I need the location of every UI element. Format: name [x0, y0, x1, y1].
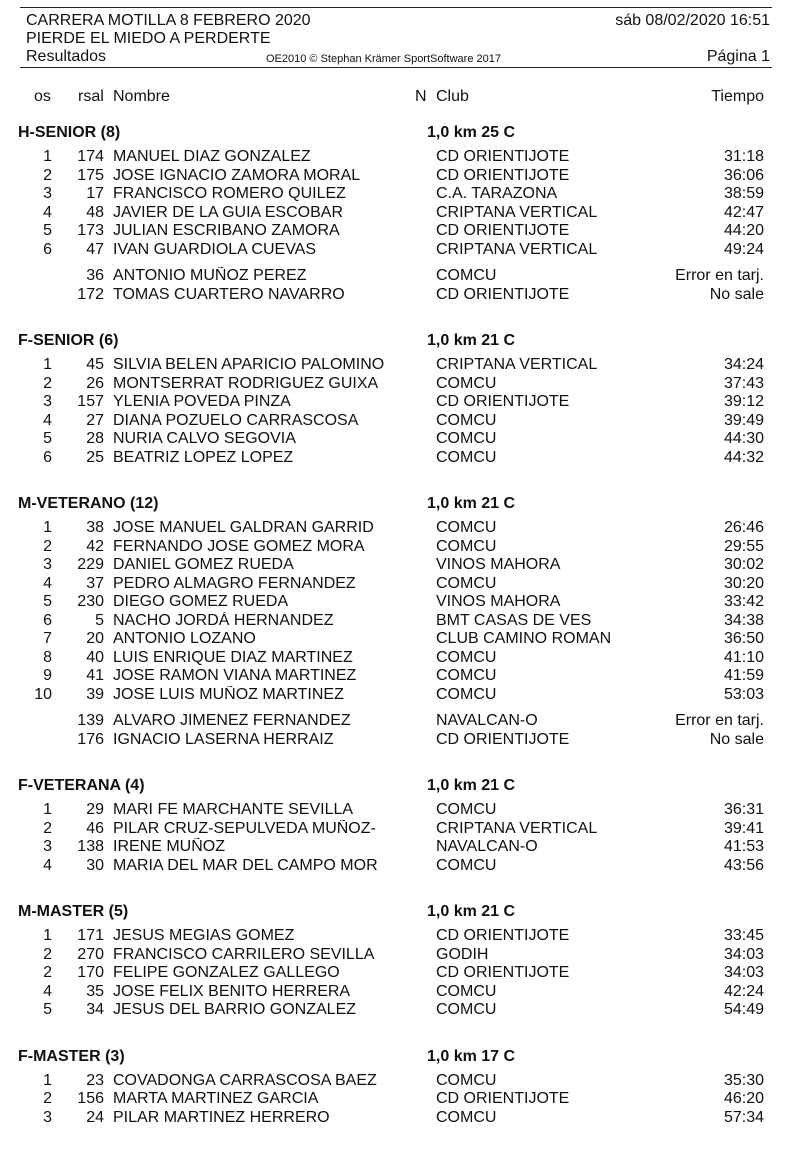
result-bib: 29 [86, 801, 104, 818]
result-time: 44:20 [723, 222, 764, 239]
result-position: 2 [43, 374, 52, 392]
result-name: JESUS MEGIAS GOMEZ [113, 927, 295, 944]
result-position: 5 [43, 430, 52, 447]
result-row [0, 1001, 800, 1020]
result-name: JESUS DEL BARRIO GONZALEZ [113, 1001, 357, 1018]
category-gap [0, 304, 800, 328]
result-time: 42:47 [723, 203, 764, 221]
result-time: 33:42 [723, 593, 764, 610]
result-position: 3 [43, 1108, 52, 1126]
category-name: F-MASTER (3) [18, 1047, 125, 1065]
result-club: COMCU [436, 1108, 497, 1126]
result-row [0, 148, 800, 167]
result-club: COMCU [436, 685, 497, 703]
result-name: DIANA POZUELO CARRASCOSA [113, 411, 359, 429]
result-club: COMCU [436, 374, 497, 392]
result-bib: 5 [95, 611, 104, 629]
result-time: Error en tarj. [675, 712, 764, 729]
result-time: 42:24 [723, 982, 764, 1000]
result-position: 1 [43, 148, 52, 165]
result-bib: 23 [86, 1071, 104, 1089]
print-datetime: sáb 08/02/2020 16:51 [615, 12, 770, 29]
result-club: CRIPTANA VERTICAL [436, 819, 598, 837]
category-name: H-SENIOR (8) [18, 124, 121, 141]
result-position: 1 [43, 519, 52, 536]
result-club: CD ORIENTIJOTE [436, 393, 570, 410]
result-position: 2 [43, 819, 52, 837]
result-club: CD ORIENTIJOTE [436, 730, 570, 748]
result-time: 36:31 [723, 801, 764, 818]
category-gap [0, 1020, 800, 1044]
result-row [0, 667, 800, 686]
result-club: COMCU [436, 667, 497, 684]
result-row [0, 286, 800, 305]
result-bib: 28 [86, 430, 104, 447]
result-bib: 25 [86, 448, 104, 466]
category-header [0, 773, 800, 801]
result-time: 35:30 [723, 1071, 764, 1089]
result-bib: 175 [77, 166, 104, 184]
col-time-header: Tiempo [711, 88, 764, 105]
category-header [0, 899, 800, 927]
result-time: 44:30 [723, 430, 764, 447]
result-row [0, 538, 800, 557]
result-time: 37:43 [723, 374, 764, 392]
result-bib: 34 [86, 1001, 104, 1018]
result-position: 3 [43, 556, 52, 573]
result-row [0, 167, 800, 186]
category-course: 1,0 km 21 C [427, 332, 516, 349]
result-name: PILAR MARTINEZ HERRERO [113, 1108, 330, 1126]
result-row [0, 649, 800, 668]
result-row [0, 412, 800, 431]
category-gap [0, 875, 800, 899]
result-name: COVADONGA CARRASCOSA BAEZ [113, 1071, 377, 1089]
result-bib: 176 [77, 730, 104, 748]
result-row [0, 222, 800, 241]
result-bib: 48 [86, 203, 104, 221]
result-time: 26:46 [723, 519, 764, 536]
result-position: 8 [43, 648, 52, 666]
result-name: JOSE MANUEL GALDRAN GARRID [113, 519, 374, 536]
result-club: COMCU [436, 430, 497, 447]
result-name: NACHO JORDÁ HERNANDEZ [113, 611, 334, 629]
result-row [0, 731, 800, 750]
result-row [0, 449, 800, 468]
row-gap [0, 259, 800, 267]
result-position: 10 [34, 685, 52, 703]
category-name: F-SENIOR (6) [18, 332, 119, 349]
result-row [0, 857, 800, 876]
result-club: COMCU [436, 1001, 497, 1018]
result-club: CD ORIENTIJOTE [436, 927, 570, 944]
result-bib: 35 [86, 982, 104, 1000]
col-pos-header: os [34, 88, 51, 105]
category-course: 1,0 km 17 C [427, 1047, 516, 1065]
result-club: CD ORIENTIJOTE [436, 964, 570, 981]
result-position: 3 [43, 393, 52, 410]
result-time: 30:20 [723, 574, 764, 592]
result-club: CRIPTANA VERTICAL [436, 203, 598, 221]
result-club: COMCU [436, 982, 497, 1000]
result-time: 43:56 [723, 856, 764, 874]
result-club: GODIH [436, 945, 489, 963]
result-row [0, 964, 800, 983]
result-row [0, 801, 800, 820]
result-time: 36:06 [723, 166, 764, 184]
result-position: 2 [43, 166, 52, 184]
result-position: 4 [43, 203, 52, 221]
result-bib: 172 [77, 285, 104, 303]
result-row [0, 838, 800, 857]
category-course: 1,0 km 21 C [427, 903, 516, 920]
result-name: ALVARO JIMENEZ FERNANDEZ [113, 712, 351, 729]
result-position: 9 [43, 667, 52, 684]
result-club: NAVALCAN-O [436, 838, 538, 855]
result-name: FRANCISCO ROMERO QUILEZ [113, 185, 346, 202]
result-bib: 46 [86, 819, 104, 837]
section-title: Resultados [26, 48, 107, 65]
result-name: JOSE RAMON VIANA MARTINEZ [113, 667, 357, 684]
result-time: 34:03 [723, 964, 764, 981]
result-name: TOMAS CUARTERO NAVARRO [113, 285, 345, 303]
result-row [0, 519, 800, 538]
result-name: LUIS ENRIQUE DIAZ MARTINEZ [113, 648, 353, 666]
result-club: CLUB CAMINO ROMAN [436, 630, 612, 647]
result-name: MARTA MARTINEZ GARCIA [113, 1090, 319, 1107]
result-row [0, 204, 800, 223]
result-bib: 36 [86, 267, 104, 284]
result-bib: 17 [86, 185, 104, 202]
category-header [0, 491, 800, 519]
category-header [0, 120, 800, 148]
result-club: CD ORIENTIJOTE [436, 1090, 570, 1107]
row-gap [0, 704, 800, 712]
col-n-header: N [415, 88, 427, 105]
result-time: 39:41 [723, 819, 764, 837]
result-club: NAVALCAN-O [436, 712, 538, 729]
result-time: 31:18 [723, 148, 764, 165]
result-bib: 38 [86, 519, 104, 536]
result-row [0, 593, 800, 612]
result-bib: 42 [86, 537, 104, 555]
result-time: 34:38 [723, 611, 764, 629]
result-name: ANTONIO MUÑOZ PEREZ [113, 267, 307, 284]
result-name: ANTONIO LOZANO [113, 630, 256, 647]
result-name: FELIPE GONZALEZ GALLEGO [113, 964, 340, 981]
result-bib: 174 [77, 148, 104, 165]
result-bib: 171 [77, 927, 104, 944]
result-row [0, 686, 800, 705]
result-name: FRANCISCO CARRILERO SEVILLA [113, 945, 375, 963]
result-position: 4 [43, 574, 52, 592]
result-time: 34:24 [723, 356, 764, 373]
result-name: JOSE FELIX BENITO HERRERA [113, 982, 351, 1000]
result-club: VINOS MAHORA [436, 556, 561, 573]
result-club: COMCU [436, 448, 497, 466]
result-bib: 39 [86, 685, 104, 703]
result-row [0, 630, 800, 649]
result-club: C.A. TARAZONA [436, 185, 558, 202]
result-club: CRIPTANA VERTICAL [436, 240, 598, 258]
result-club: COMCU [436, 574, 497, 592]
result-name: MARIA DEL MAR DEL CAMPO MOR [113, 856, 378, 874]
category-name: M-MASTER (5) [18, 903, 129, 920]
category-header [0, 328, 800, 356]
col-name-header: Nombre [113, 88, 170, 105]
category-course: 1,0 km 21 C [427, 777, 516, 794]
result-club: BMT CASAS DE VES [436, 611, 592, 629]
category-gap [0, 1127, 800, 1151]
result-club: COMCU [436, 267, 497, 284]
result-name: JULIAN ESCRIBANO ZAMORA [113, 222, 340, 239]
result-row [0, 983, 800, 1002]
page-number: Página 1 [706, 48, 770, 65]
result-name: MARI FE MARCHANTE SEVILLA [113, 801, 354, 818]
result-club: VINOS MAHORA [436, 593, 561, 610]
result-row [0, 241, 800, 260]
result-name: MONTSERRAT RODRIGUEZ GUIXA [113, 374, 379, 392]
result-bib: 156 [77, 1090, 104, 1107]
result-time: 54:49 [723, 1001, 764, 1018]
result-time: 53:03 [723, 685, 764, 703]
result-row [0, 430, 800, 449]
result-name: PEDRO ALMAGRO FERNANDEZ [113, 574, 356, 592]
result-time: 36:50 [723, 630, 764, 647]
result-position: 1 [43, 927, 52, 944]
result-club: COMCU [436, 856, 497, 874]
result-time: 41:53 [723, 838, 764, 855]
result-time: 39:12 [723, 393, 764, 410]
result-name: JOSE LUIS MUÑOZ MARTINEZ [113, 685, 344, 703]
result-time: 39:49 [723, 411, 764, 429]
top-rule [20, 7, 772, 8]
result-time: 41:10 [723, 648, 764, 666]
result-time: 57:34 [723, 1108, 764, 1126]
category-gap [0, 749, 800, 773]
result-bib: 26 [86, 374, 104, 392]
result-row [0, 1109, 800, 1128]
result-position: 4 [43, 982, 52, 1000]
result-row [0, 1072, 800, 1091]
result-position: 2 [43, 945, 52, 963]
result-name: NURIA CALVO SEGOVIA [113, 430, 296, 447]
result-time: 41:59 [723, 667, 764, 684]
result-position: 5 [43, 222, 52, 239]
result-position: 5 [43, 593, 52, 610]
result-row [0, 712, 800, 731]
result-bib: 230 [77, 593, 104, 610]
result-club: COMCU [436, 411, 497, 429]
result-position: 2 [43, 1090, 52, 1107]
result-time: 38:59 [723, 185, 764, 202]
result-position: 1 [43, 356, 52, 373]
result-club: COMCU [436, 801, 497, 818]
results-list [0, 120, 800, 1151]
result-club: COMCU [436, 519, 497, 536]
category-header [0, 1044, 800, 1072]
result-time: 29:55 [723, 537, 764, 555]
result-bib: 138 [77, 838, 104, 855]
result-club: CD ORIENTIJOTE [436, 148, 570, 165]
category-name: F-VETERANA (4) [18, 777, 145, 794]
result-club: CD ORIENTIJOTE [436, 166, 570, 184]
result-bib: 157 [77, 393, 104, 410]
result-name: DIEGO GOMEZ RUEDA [113, 593, 289, 610]
result-row [0, 946, 800, 965]
result-position: 1 [43, 1071, 52, 1089]
category-course: 1,0 km 25 C [427, 124, 516, 141]
result-row [0, 356, 800, 375]
result-position: 3 [43, 838, 52, 855]
result-position: 7 [43, 630, 52, 647]
result-club: COMCU [436, 1071, 497, 1089]
result-position: 6 [43, 240, 52, 258]
result-row [0, 575, 800, 594]
result-position: 2 [43, 537, 52, 555]
result-row [0, 612, 800, 631]
result-bib: 170 [77, 964, 104, 981]
result-position: 6 [43, 448, 52, 466]
result-time: Error en tarj. [675, 267, 764, 284]
result-bib: 139 [77, 712, 104, 729]
result-name: SILVIA BELEN APARICIO PALOMINO [113, 356, 385, 373]
header-rule [20, 67, 772, 68]
result-club: CD ORIENTIJOTE [436, 285, 570, 303]
col-club-header: Club [436, 88, 469, 105]
result-bib: 27 [86, 411, 104, 429]
result-name: PILAR CRUZ-SEPULVEDA MUÑOZ- [113, 819, 376, 837]
result-name: JAVIER DE LA GUIA ESCOBAR [113, 203, 343, 221]
result-bib: 30 [86, 856, 104, 874]
result-name: MANUEL DIAZ GONZALEZ [113, 148, 311, 165]
result-bib: 24 [86, 1108, 104, 1126]
result-time: 34:03 [723, 945, 764, 963]
result-bib: 173 [77, 222, 104, 239]
result-bib: 45 [86, 356, 104, 373]
result-row [0, 185, 800, 204]
result-position: 4 [43, 411, 52, 429]
result-bib: 40 [86, 648, 104, 666]
result-bib: 37 [86, 574, 104, 592]
result-name: IVAN GUARDIOLA CUEVAS [113, 240, 317, 258]
result-position: 6 [43, 611, 52, 629]
result-name: FERNANDO JOSE GOMEZ MORA [113, 537, 365, 555]
result-name: IRENE MUÑOZ [113, 838, 225, 855]
result-club: COMCU [436, 537, 497, 555]
result-name: BEATRIZ LOPEZ LOPEZ [113, 448, 294, 466]
result-club: COMCU [436, 648, 497, 666]
event-title: CARRERA MOTILLA 8 FEBRERO 2020 [26, 12, 311, 29]
result-time: 30:02 [723, 556, 764, 573]
result-position: 2 [43, 964, 52, 981]
result-row [0, 556, 800, 575]
category-gap [0, 467, 800, 491]
result-time: No sale [709, 730, 764, 748]
event-subtitle: PIERDE EL MIEDO A PERDERTE [26, 30, 271, 47]
result-row [0, 375, 800, 394]
result-bib: 47 [86, 240, 104, 258]
result-position: 3 [43, 185, 52, 202]
category-course: 1,0 km 21 C [427, 495, 516, 512]
result-position: 1 [43, 801, 52, 818]
result-bib: 229 [77, 556, 104, 573]
result-name: IGNACIO LASERNA HERRAIZ [113, 730, 334, 748]
result-row [0, 927, 800, 946]
result-position: 4 [43, 856, 52, 874]
result-row [0, 820, 800, 839]
result-bib: 41 [86, 667, 104, 684]
result-time: 46:20 [723, 1090, 764, 1107]
category-name: M-VETERANO (12) [18, 495, 159, 512]
result-row [0, 393, 800, 412]
result-name: JOSE IGNACIO ZAMORA MORAL [113, 166, 361, 184]
result-row [0, 1090, 800, 1109]
result-bib: 270 [77, 945, 104, 963]
col-num-header: rsal [78, 88, 104, 105]
result-name: YLENIA POVEDA PINZA [113, 393, 291, 410]
result-name: DANIEL GOMEZ RUEDA [113, 556, 294, 573]
result-bib: 20 [86, 630, 104, 647]
result-position: 5 [43, 1001, 52, 1018]
result-time: No sale [709, 285, 764, 303]
result-club: CRIPTANA VERTICAL [436, 356, 598, 373]
result-time: 44:32 [723, 448, 764, 466]
result-time: 49:24 [723, 240, 764, 258]
result-row [0, 267, 800, 286]
result-club: CD ORIENTIJOTE [436, 222, 570, 239]
result-time: 33:45 [723, 927, 764, 944]
software-credit: OE2010 © Stephan Krämer SportSoftware 2017 [266, 53, 501, 65]
